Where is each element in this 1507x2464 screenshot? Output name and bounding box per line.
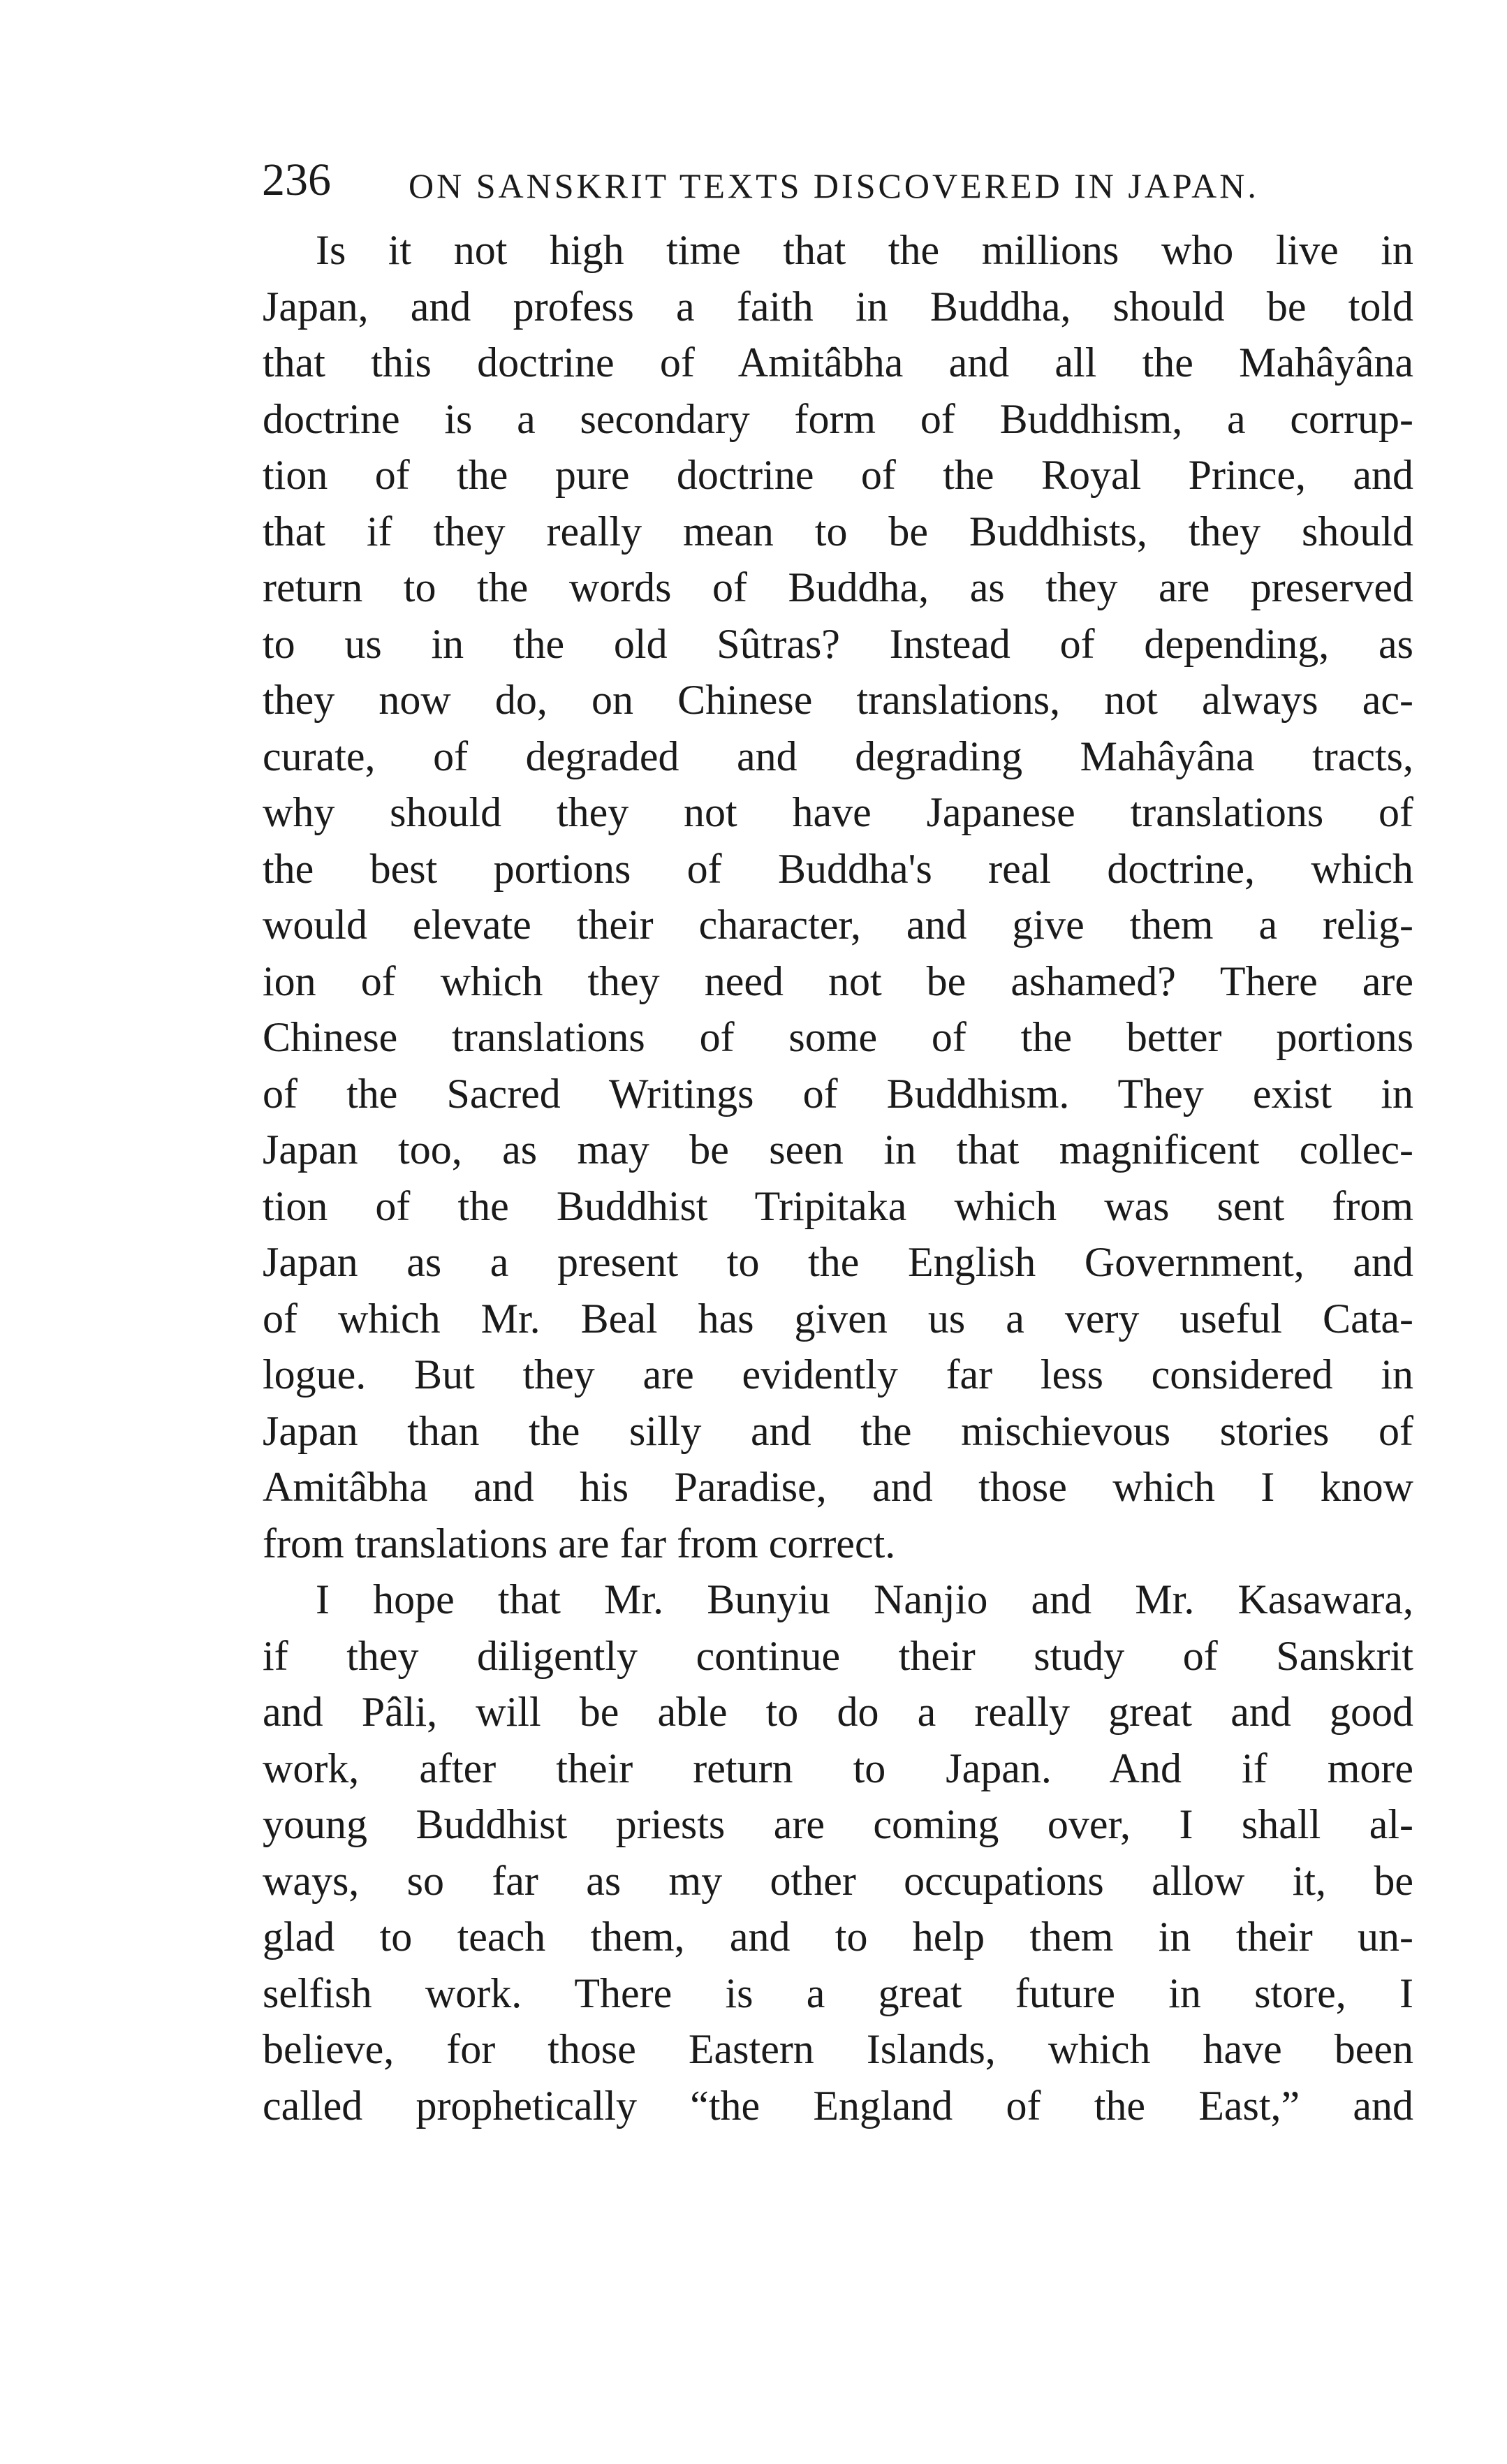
page-number: 236 bbox=[262, 154, 331, 205]
text-line: if they diligently continue their study of Sanskrit bbox=[263, 1632, 1413, 1679]
text-line: believe, for those Eastern Islands, which have been bbox=[263, 2026, 1413, 2072]
text-line: that this doctrine of Amitâbha and all the Mahâyâna bbox=[263, 339, 1413, 386]
text-line: curate, of degraded and degrading Mahâyâna tracts, bbox=[263, 733, 1413, 779]
text-line: Amitâbha and his Paradise, and those which I know bbox=[263, 1464, 1413, 1510]
text-line: young Buddhist priests are coming over, I shall al- bbox=[263, 1801, 1413, 1847]
text-line: return to the words of Buddha, as they are preserved bbox=[263, 564, 1413, 610]
text-line: and Pâli, will be able to do a really great and good bbox=[263, 1689, 1413, 1735]
text-line: I hope that Mr. Bunyiu Nanjio and Mr. Kasawara, bbox=[316, 1576, 1413, 1622]
paragraph-1 bbox=[263, 222, 1413, 1571]
text-line: tion of the Buddhist Tripitaka which was sent from bbox=[263, 1182, 1413, 1229]
body-text bbox=[263, 222, 1413, 2134]
text-line: tion of the pure doctrine of the Royal Prince, and bbox=[263, 452, 1413, 498]
text-line: Japan, and profess a faith in Buddha, should be told bbox=[263, 283, 1413, 330]
text-line: Japan too, as may be seen in that magnificent collec- bbox=[263, 1127, 1413, 1173]
text-line: Is it not high time that the millions who live in bbox=[316, 227, 1413, 273]
text-line: ways, so far as my other occupations allow it, be bbox=[263, 1857, 1413, 1904]
text-line: to us in the old Sûtras? Instead of depending, as bbox=[263, 620, 1413, 667]
text-line: that if they really mean to be Buddhists, they should bbox=[263, 508, 1413, 555]
text-line: logue. But they are evidently far less considered in bbox=[263, 1351, 1413, 1398]
text-line: doctrine is a secondary form of Buddhism, a corrup- bbox=[263, 395, 1413, 442]
running-head bbox=[262, 152, 1414, 208]
text-line: called prophetically “the England of the East,” and bbox=[263, 2082, 1413, 2129]
text-line: ion of which they need not be ashamed? There are bbox=[263, 958, 1413, 1004]
paragraph-2 bbox=[263, 1571, 1413, 2134]
text-line: Japan as a present to the English Government, and bbox=[263, 1239, 1413, 1285]
text-line: Chinese translations of some of the better portions bbox=[263, 1014, 1413, 1060]
text-line: would elevate their character, and give them a relig- bbox=[263, 902, 1413, 948]
text-line: selfish work. There is a great future in store, I bbox=[263, 1970, 1413, 2016]
text-line: work, after their return to Japan. And if more bbox=[263, 1745, 1413, 1791]
text-line: Japan than the silly and the mischievous stories of bbox=[263, 1407, 1413, 1454]
text-line: the best portions of Buddha's real doctrine, which bbox=[263, 845, 1413, 892]
text-line: they now do, on Chinese translations, not always ac- bbox=[263, 677, 1413, 723]
text-line: of which Mr. Beal has given us a very useful Cata- bbox=[263, 1295, 1413, 1342]
text-line: why should they not have Japanese translations of bbox=[263, 789, 1413, 835]
running-title: ON SANSKRIT TEXTS DISCOVERED IN JAPAN. bbox=[409, 166, 1259, 205]
text-line: from translations are far from correct. bbox=[263, 1520, 896, 1567]
text-line: glad to teach them, and to help them in their un- bbox=[263, 1914, 1413, 1960]
text-line: of the Sacred Writings of Buddhism. They exist in bbox=[263, 1070, 1413, 1117]
